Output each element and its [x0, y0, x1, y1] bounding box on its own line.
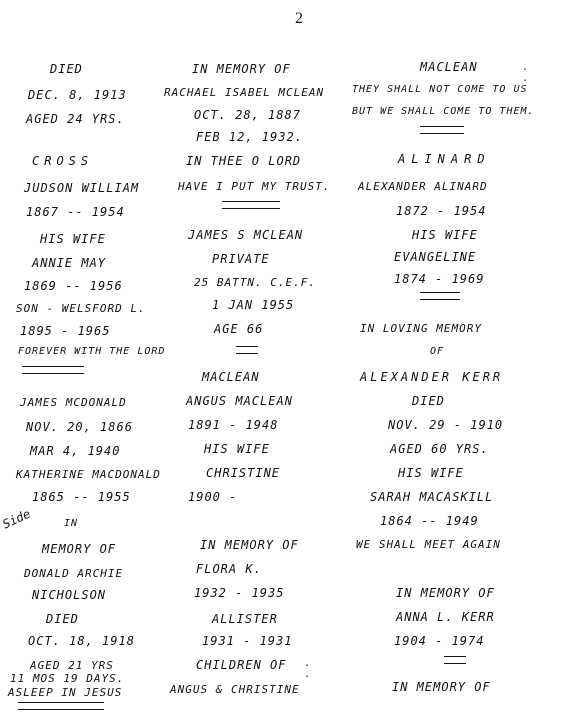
inscription-line: DIED [412, 394, 445, 408]
inscription-line: IN MEMORY OF [192, 62, 291, 76]
inscription-line: IN LOVING MEMORY [360, 322, 482, 335]
inscription-line: FOREVER WITH THE LORD [18, 346, 166, 357]
inscription-line: ALLISTER [212, 612, 278, 626]
inscription-line: AGED 24 YRS. [26, 112, 125, 126]
inscription-line: DIED [46, 612, 79, 626]
inscription-line: 1 JAN 1955 [212, 298, 295, 312]
inscription-line: DONALD ARCHIE [24, 567, 124, 580]
inscription-line: EVANGELINE [394, 250, 477, 264]
inscription-line: FEB 12, 1932. [196, 130, 303, 144]
inscription-line: AGED 60 YRS. [390, 442, 489, 456]
surname-heading: ALINARD [398, 152, 491, 166]
inscription-line: 1895 - 1965 [20, 324, 111, 338]
divider-rule [444, 656, 466, 664]
inscription-line: 25 BATTN. C.E.F. [194, 276, 316, 289]
divider-rule [22, 366, 84, 374]
inscription-line: JAMES MCDONALD [20, 396, 127, 409]
inscription-line: HIS WIFE [204, 442, 270, 456]
inscription-line: 1931 - 1931 [202, 634, 293, 648]
inscription-line: DIED [50, 62, 83, 76]
divider-rule [420, 292, 460, 300]
inscription-line: MEMORY OF [42, 542, 117, 556]
divider-rule [420, 126, 464, 134]
surname-heading: MACLEAN [420, 60, 478, 74]
inscription-line: JUDSON WILLIAM [24, 181, 140, 195]
inscription-line: ANNA L. KERR [396, 610, 495, 624]
inscription-line: CHRISTINE [206, 466, 281, 480]
inscription-line: BUT WE SHALL COME TO THEM. [352, 106, 535, 117]
stray-marks: . . [304, 658, 313, 680]
inscription-line: HIS WIFE [40, 232, 106, 246]
page-number: 2 [295, 10, 303, 27]
inscription-line: JAMES S MCLEAN [188, 228, 304, 242]
inscription-line: 1872 - 1954 [396, 204, 487, 218]
inscription-line: CHILDREN OF [196, 658, 287, 672]
inscription-line: WE SHALL MEET AGAIN [356, 538, 501, 551]
inscription-line: ANGUS MACLEAN [186, 394, 293, 408]
inscription-line: ALEXANDER ALINARD [358, 180, 488, 193]
inscription-line: KATHERINE MACDONALD [16, 468, 161, 481]
inscription-line: HIS WIFE [398, 466, 464, 480]
stray-marks: . . [522, 62, 531, 84]
inscription-line: AGED 21 YRS [30, 659, 114, 672]
inscription-line: IN MEMORY OF [392, 680, 491, 694]
inscription-line: SON - WELSFORD L. [16, 302, 146, 315]
inscription-line: FLORA K. [196, 562, 262, 576]
divider-rule [236, 346, 258, 354]
inscription-line: AGE 66 [214, 322, 264, 336]
inscription-line: DEC. 8, 1913 [28, 88, 127, 102]
inscription-line: PRIVATE [212, 252, 270, 266]
inscription-line: NICHOLSON [32, 588, 107, 602]
inscription-line: ANGUS & CHRISTINE [170, 683, 300, 696]
inscription-line: IN [64, 518, 79, 529]
inscription-line: MAR 4, 1940 [30, 444, 121, 458]
inscription-line: IN MEMORY OF [200, 538, 299, 552]
margin-note: Side [0, 506, 33, 532]
inscription-line: IN MEMORY OF [396, 586, 495, 600]
inscription-line: 1867 -- 1954 [26, 205, 125, 219]
inscription-line: 11 MOS 19 DAYS. [10, 672, 125, 685]
inscription-line: IN THEE O LORD [186, 154, 302, 168]
inscription-line: 1874 - 1969 [394, 272, 485, 286]
inscription-line: 1864 -- 1949 [380, 514, 479, 528]
inscription-line: 1891 - 1948 [188, 418, 279, 432]
inscription-line: OCT. 28, 1887 [194, 108, 301, 122]
inscription-line: 1869 -- 1956 [24, 279, 123, 293]
inscription-line: SARAH MACASKILL [370, 490, 494, 504]
inscription-line: MACLEAN [202, 370, 260, 384]
inscription-line: HIS WIFE [412, 228, 478, 242]
inscription-line: ASLEEP IN JESUS [8, 686, 123, 699]
inscription-line: NOV. 20, 1866 [26, 420, 133, 434]
divider-rule [222, 201, 280, 209]
inscription-line: ALEXANDER KERR [360, 370, 504, 384]
inscription-line: NOV. 29 - 1910 [388, 418, 504, 432]
inscription-line: 1904 - 1974 [394, 634, 485, 648]
inscription-line: 1932 - 1935 [194, 586, 285, 600]
surname-heading: CROSS [32, 154, 94, 168]
inscription-line: 1900 - [188, 490, 238, 504]
inscription-line: HAVE I PUT MY TRUST. [178, 180, 331, 193]
inscription-line: ANNIE MAY [32, 256, 107, 270]
inscription-line: OF [430, 346, 445, 357]
inscription-line: THEY SHALL NOT COME TO US [352, 84, 528, 95]
inscription-line: 1865 -- 1955 [32, 490, 131, 504]
inscription-line: RACHAEL ISABEL MCLEAN [164, 86, 325, 99]
inscription-line: OCT. 18, 1918 [28, 634, 135, 648]
divider-rule [18, 702, 104, 710]
